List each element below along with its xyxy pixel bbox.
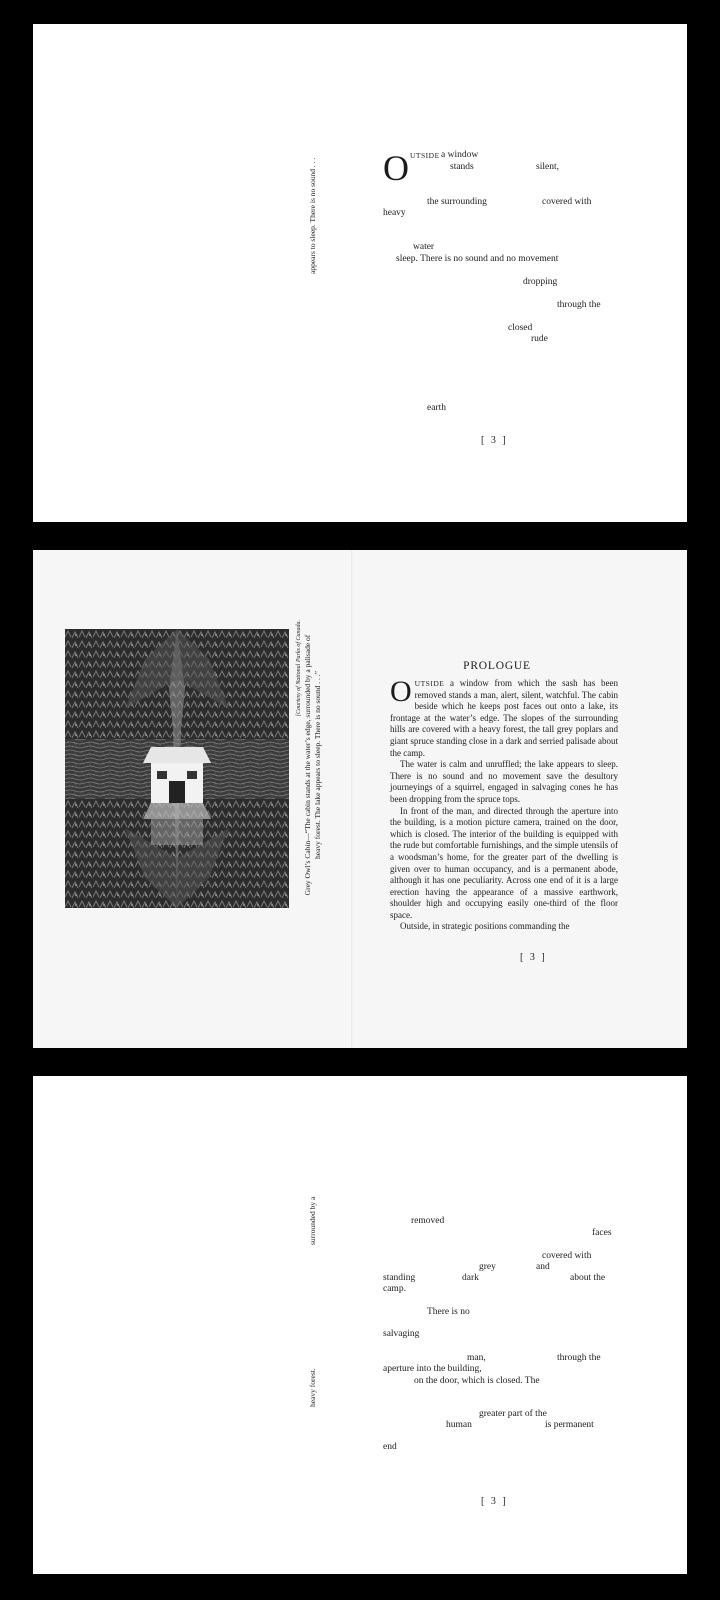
word-fragment: greater part of the bbox=[479, 1409, 547, 1419]
vertical-caption-fragment: heavy forest. bbox=[308, 1368, 317, 1407]
word-fragment: salvaging bbox=[383, 1329, 420, 1339]
word-fragment: standing bbox=[383, 1273, 416, 1283]
photo-caption bbox=[295, 620, 323, 900]
word-fragment: through the bbox=[557, 1353, 601, 1363]
page-number: [ 3 ] bbox=[520, 952, 547, 963]
word-fragment: is permanent bbox=[545, 1420, 594, 1430]
page-erasure-2 bbox=[33, 1076, 687, 1574]
photo-credit: [Courtesy of National Parks of Canada. bbox=[296, 620, 302, 717]
page-erasure-1 bbox=[33, 24, 687, 522]
prologue-text bbox=[390, 675, 618, 933]
word-fragment: grey bbox=[479, 1262, 496, 1272]
small-caps-word: UTSIDE bbox=[410, 151, 440, 160]
word-fragment: through the bbox=[557, 300, 601, 310]
word-fragment: on the door, which is closed. The bbox=[414, 1376, 540, 1386]
vertical-caption-fragment: appears to sleep. There is no sound . . . bbox=[308, 157, 317, 274]
word-fragment: about the bbox=[570, 1273, 606, 1283]
word-fragment: a window bbox=[441, 150, 479, 160]
word-fragment: man, bbox=[467, 1353, 486, 1363]
word-fragment: and bbox=[536, 1262, 550, 1272]
word-fragment: aperture into the building, bbox=[383, 1364, 482, 1374]
word-fragment: heavy bbox=[383, 208, 406, 218]
paragraph: In front of the man, and directed through the aperture into the building, is a motion picture camera, trained on the door, which is closed. The interior of the building is equipped with the rude but comfortable furnishings, and the simple utensils of a woodsman’s home, for the greater part of the dwelling is given over to human occupancy, and is a permanent abode, although it has one peculiarity. Across one end of it is a large erection having the appearance of a massive earthwork, shoulder high and occupying easily one-third of the floor space. bbox=[390, 805, 618, 920]
word-fragment: stands bbox=[450, 162, 474, 172]
cabin-photograph bbox=[65, 629, 289, 908]
page-spread-prologue bbox=[33, 550, 687, 1048]
book-spine bbox=[351, 550, 353, 1048]
word-fragment: silent, bbox=[536, 162, 559, 172]
word-fragment: removed bbox=[411, 1216, 445, 1226]
photo-caption-text: Grey Owl’s Cabin—“The cabin stands at the water’s edge, surrounded by a palisade of heavy forest. The lake appears to sleep. There is no sound . . .” bbox=[303, 634, 323, 896]
word-fragment: camp. bbox=[383, 1284, 406, 1294]
paragraph: The water is calm and unruffled; the lake appears to sleep. There is no sound and no movement save the desultory journeyings of a squirrel, engaged in salvaging cones he has been dropping from the spruce tops. bbox=[390, 759, 618, 804]
paragraph-text: a window from which the sash has been removed stands a man, alert, silent, watchful. The cabin beside which he keeps post faces out onto a lake, its frontage at the water’s edge. The slopes of the surrounding hills are covered with a heavy forest, the tall grey poplars and giant spruce standing close in a dark and serried palisade about the camp. bbox=[390, 678, 618, 758]
page-number: [ 3 ] bbox=[481, 1496, 508, 1507]
paragraph: Outside, in strategic positions commanding the bbox=[400, 921, 570, 932]
word-fragment: covered with bbox=[542, 1251, 592, 1261]
word-fragment: rude bbox=[531, 334, 548, 344]
chapter-title: PROLOGUE bbox=[463, 660, 531, 672]
word-fragment: sleep. There is no sound and no movement bbox=[396, 254, 559, 264]
word-fragment: dropping bbox=[523, 277, 558, 287]
drop-cap: O bbox=[383, 148, 409, 188]
word-fragment: closed bbox=[508, 323, 533, 333]
drop-cap: O bbox=[390, 675, 412, 708]
word-fragment: water bbox=[413, 242, 435, 252]
word-fragment: dark bbox=[462, 1273, 479, 1283]
word-fragment: end bbox=[383, 1442, 397, 1452]
word-fragment: There is no bbox=[427, 1307, 470, 1317]
word-fragment: covered with bbox=[542, 197, 592, 207]
word-fragment: human bbox=[446, 1420, 472, 1430]
small-caps-word: UTSIDE bbox=[414, 679, 445, 688]
vertical-caption-fragment: surrounded by a bbox=[308, 1196, 317, 1245]
paragraph bbox=[390, 675, 618, 759]
word-fragment: faces bbox=[592, 1228, 612, 1238]
word-fragment: the surrounding bbox=[427, 197, 487, 207]
cabin-photo-illustration bbox=[65, 629, 289, 908]
page-number: [ 3 ] bbox=[481, 435, 508, 446]
word-fragment: earth bbox=[427, 403, 446, 413]
